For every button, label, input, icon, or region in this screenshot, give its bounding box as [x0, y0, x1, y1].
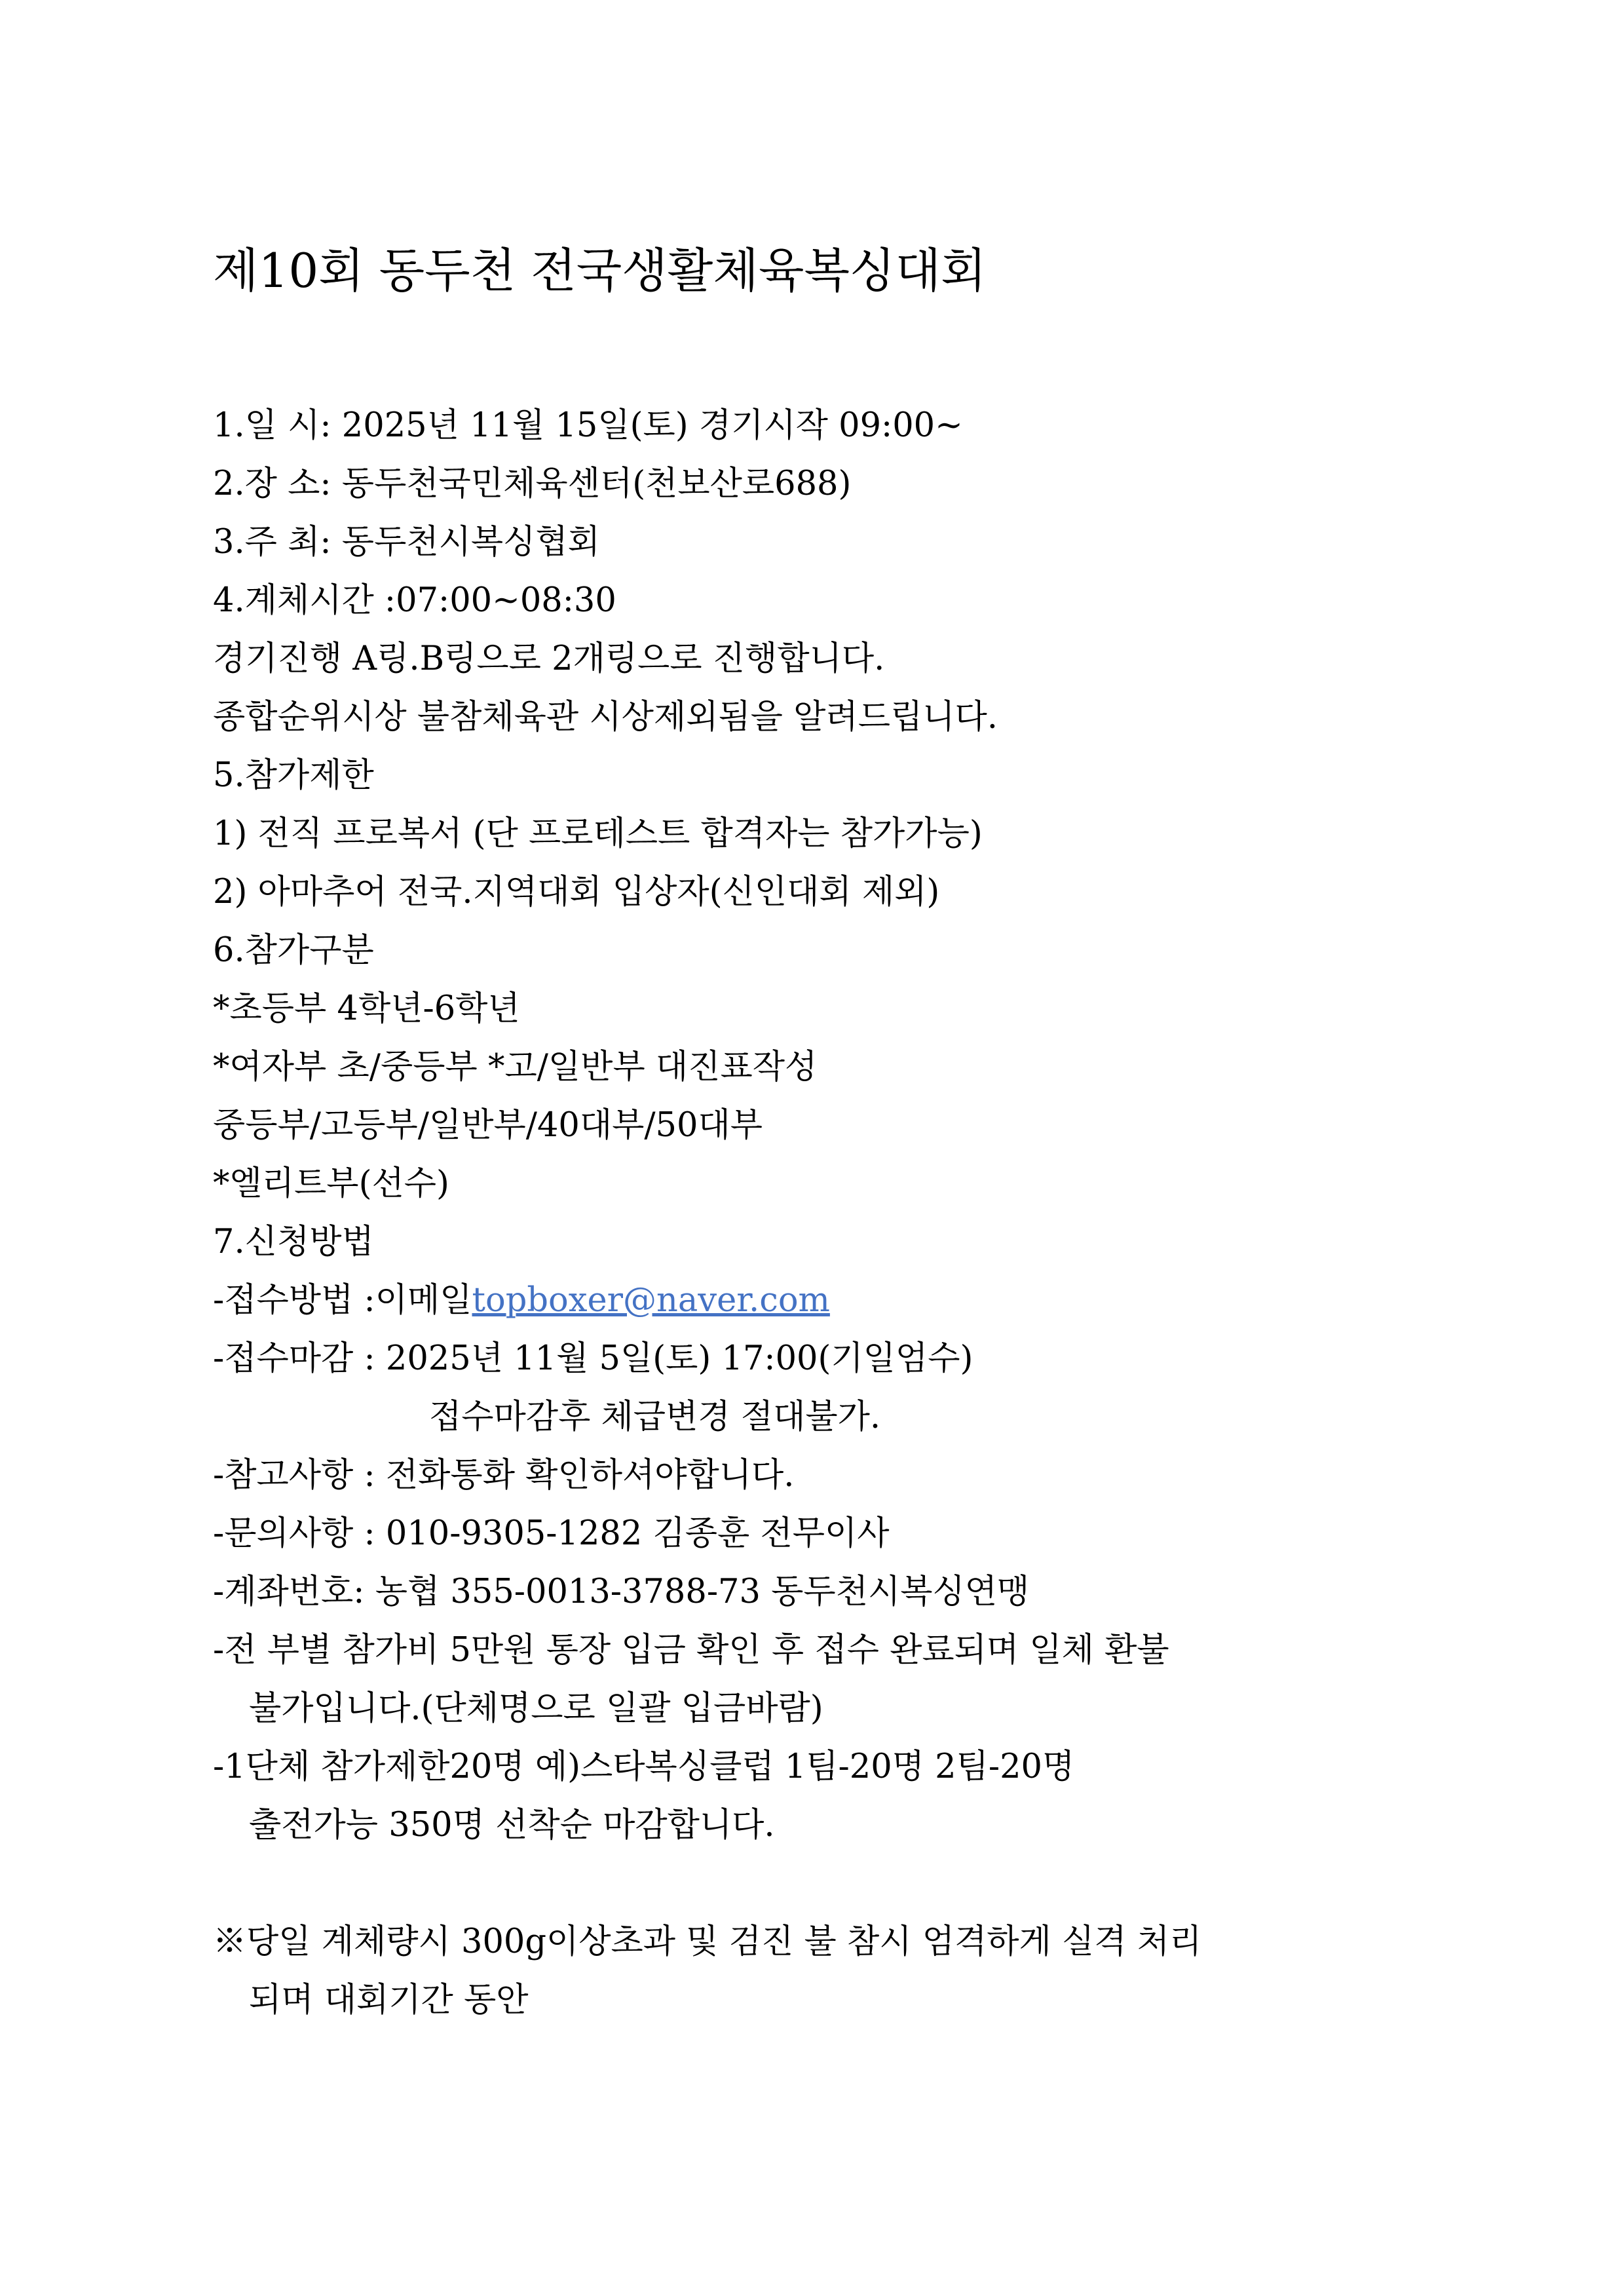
division-women: *여자부 초/중등부 *고/일반부 대진표작성 — [213, 1048, 818, 1086]
account-line: -계좌번호: 농협 355-0013-3788-73 동두천시복싱연맹 — [213, 1573, 1030, 1611]
division-heading: 6.참가구분 — [213, 931, 374, 970]
fee-continuation-line: 불가입니다.(단체명으로 일괄 입금바람) — [249, 1689, 823, 1728]
division-elite: *엘리트부(선수) — [213, 1164, 449, 1203]
fee-line: -전 부별 참가비 5만원 통장 입금 확인 후 접수 완료되며 일체 환불 — [213, 1631, 1169, 1670]
division-age-groups: 중등부/고등부/일반부/40대부/50대부 — [213, 1106, 763, 1145]
application-heading: 7.신청방법 — [213, 1223, 374, 1261]
email-link[interactable]: topboxer@naver.com — [472, 1281, 830, 1320]
deadline-note-line: 접수마감후 체급변경 절대불가. — [429, 1398, 881, 1436]
weigh-in-warning-line: ※당일 계체량시 300g이상초과 및 검진 불 참시 엄격하게 실격 처리 — [213, 1923, 1202, 1961]
team-limit-continuation-line: 출전가능 350명 선착순 마감합니다. — [249, 1806, 775, 1845]
reference-line: -참고사항 : 전화통화 확인하셔야합니다. — [213, 1456, 795, 1495]
weigh-in-line: 4.계체시간 :07:00~08:30 — [213, 581, 616, 620]
eligibility-heading: 5.참가제한 — [213, 756, 374, 795]
match-progress-line: 경기진행 A링.B링으로 2개링으로 진행합니다. — [213, 640, 885, 678]
inquiry-line: -문의사항 : 010-9305-1282 김종훈 전무이사 — [213, 1514, 890, 1553]
host-line: 3.주 최: 동두천시복싱협회 — [213, 523, 600, 562]
schedule-line: 1.일 시: 2025년 11월 15일(토) 경기시작 09:00~ — [213, 406, 963, 445]
eligibility-item-amateur: 2) 아마추어 전국.지역대회 입상자(신인대회 제외) — [213, 873, 940, 911]
application-method-label: -접수방법 :이메일 — [213, 1281, 472, 1320]
document-title: 제10회 동두천 전국생활체육복싱대회 — [213, 243, 987, 298]
document-body — [213, 396, 1458, 2029]
award-notice-line: 종합순위시상 불참체육관 시상제외됨을 알려드립니다. — [213, 698, 998, 737]
venue-line: 2.장 소: 동두천국민체육센터(천보산로688) — [213, 465, 852, 503]
application-method-line — [213, 1271, 1458, 1330]
eligibility-item-pro: 1) 전직 프로복서 (단 프로테스트 합격자는 참가가능) — [213, 814, 983, 853]
deadline-line: -접수마감 : 2025년 11월 5일(토) 17:00(기일엄수) — [213, 1339, 973, 1378]
paragraph-spacer — [213, 1854, 1458, 1913]
team-limit-line: -1단체 참가제한20명 예)스타복싱클럽 1팀-20명 2팀-20명 — [213, 1748, 1075, 1786]
weigh-in-warning-continuation-line: 되며 대회기간 동안 — [249, 1981, 529, 2019]
division-elementary: *초등부 4학년-6학년 — [213, 989, 520, 1028]
